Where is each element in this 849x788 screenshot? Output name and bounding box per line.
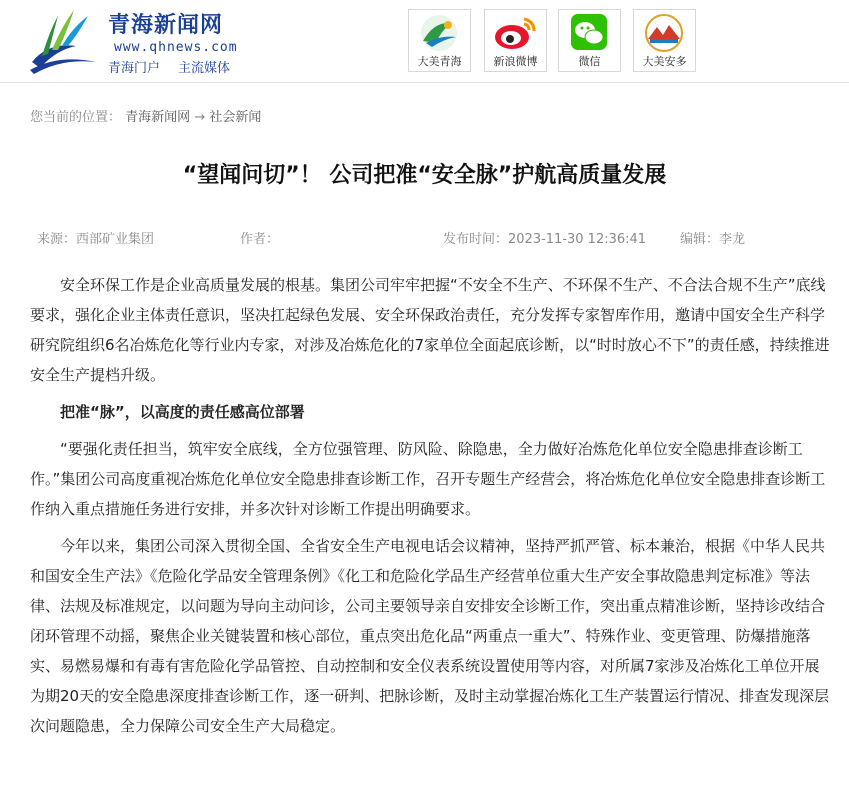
- qr-label-dameiando: 大美安多: [642, 55, 687, 68]
- qr-label-wechat: 微信: [578, 55, 601, 68]
- article-paragraph: “要强化责任担当，筑牢安全底线，全方位强管理、防风险、除隐患，全力做好冶炼危化单位安全隐患排查诊断工作。”集团公司高度重视冶炼危化单位安全隐患排查诊断工作，召开专题生产经营会，将冶炼危化单位安全隐患排查诊断工作纳入重点措施任务进行安排，并多次针对诊断工作提出明确要求。: [30, 440, 826, 518]
- article-paragraph: 安全环保工作是企业高质量发展的根基。集团公司牢牢把握“不安全不生产、不环保不生产、不合法合规不生产”底线要求，强化企业主体责任意识，坚决扛起绿色发展、安全环保政治责任，充分发挥专家智库作用，邀请中国安全生产科学研究院组织6名冶炼危化等行业内专家，对涉及冶炼危化的7家单位全面起底诊断，以“时时放心不下”的责任感，持续推进安全生产提档升级。: [30, 276, 830, 384]
- site-url[interactable]: www.qhnews.com: [114, 40, 238, 55]
- article-author: 作者：: [240, 232, 280, 247]
- qr-label-weibo: 新浪微博: [493, 55, 538, 68]
- tagline-media: 主流媒体: [178, 61, 231, 76]
- breadcrumb-prefix: 您当前的位置：: [30, 110, 122, 125]
- breadcrumb-section-link[interactable]: 社会新闻: [209, 110, 262, 125]
- qr-dameiando[interactable]: [633, 9, 696, 72]
- article-title: “望闻问切”！ 公司把准“安全脉”护航高质量发展: [182, 163, 667, 188]
- qr-weibo[interactable]: [484, 9, 547, 72]
- header-divider: [0, 82, 849, 83]
- weibo-icon: [490, 13, 540, 53]
- article-source: 来源：西部矿业集团: [37, 232, 155, 247]
- breadcrumb-home-link[interactable]: 青海新闻网: [125, 110, 191, 125]
- dameiqinghai-app-icon: [414, 13, 464, 53]
- dameiando-app-icon: [639, 13, 689, 53]
- wechat-icon: [564, 13, 614, 53]
- article-body: [30, 270, 830, 748]
- qr-dameiqinghai[interactable]: [408, 9, 471, 72]
- article-editor: 编辑：李龙: [680, 232, 746, 247]
- site-name[interactable]: 青海新闻网: [108, 13, 224, 38]
- site-header: [0, 0, 849, 80]
- article-subheading: 把准“脉”，以高度的责任感高位部署: [60, 403, 305, 421]
- qr-label-dameiqinghai: 大美青海: [417, 55, 462, 68]
- article-published-time: 发布时间：2023-11-30 12:36:41: [443, 232, 647, 247]
- breadcrumb: [30, 106, 261, 125]
- site-logo-icon[interactable]: [28, 4, 98, 74]
- breadcrumb-separator: →: [194, 110, 206, 125]
- tagline: [108, 57, 230, 76]
- article-paragraph: 今年以来，集团公司深入贯彻全国、全省安全生产电视电话会议精神，坚持严抓严管、标本兼治，根据《中华人民共和国安全生产法》《危险化学品安全管理条例》《化工和危险化学品生产经营单位重大生产安全事故隐患判定标准》等法律、法规及标准规定，以问题为导向主动问诊，公司主要领导亲自安排安全诊断工作，突出重点精准诊断，坚持诊改结合闭环管理不动摇，聚焦企业关键装置和核心部位，重点突出危化品“两重点一重大”、特殊作业、变更管理、防爆措施落实、易燃易爆和有毒有害危险化学品管控、自动控制和安全仪表系统设置使用等内容，对所属7家涉及冶炼化工单位开展为期20天的安全隐患深度排查诊断工作，逐一研判、把脉诊断，及时主动掌握冶炼化工生产装置运行情况、排查发现深层次问题隐患，全力保障公司安全生产大局稳定。: [30, 537, 830, 735]
- qr-wechat[interactable]: [558, 9, 621, 72]
- tagline-portal: 青海门户: [108, 61, 161, 76]
